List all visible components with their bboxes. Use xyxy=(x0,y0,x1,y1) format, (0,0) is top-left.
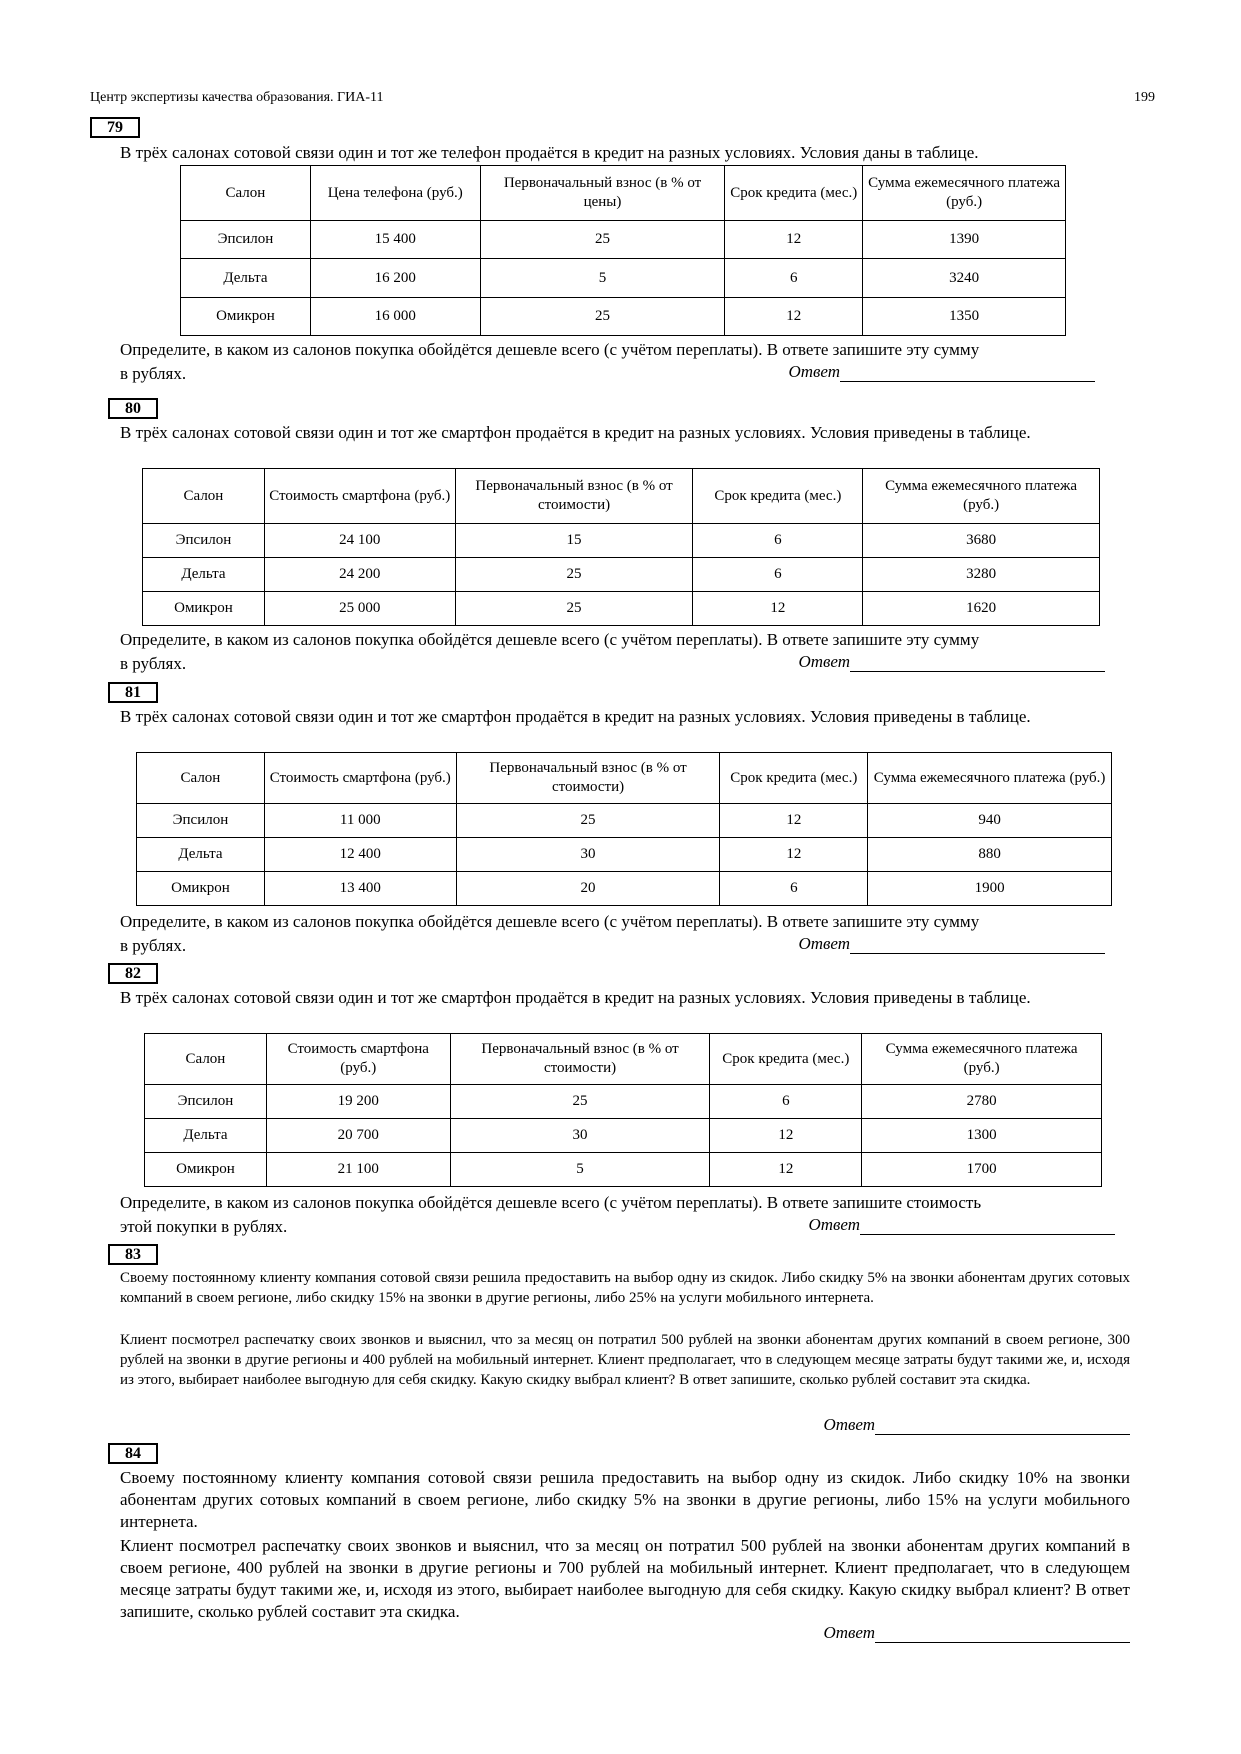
task-paragraph: Клиент посмотрел распечатку своих звонков и выяснил, что за месяц он потратил 500 рублей на звонки абонентам других компаний в своем регионе, 300 рублей на звонки в другие регионы и 400 рублей на мобильный интернет. Клиент предполагает, что в следующем месяце затраты будут такими же, и, исходя из этого, выбирает наиболее выгодную для себя скидку. Какую скидку выбрал клиент? В ответ запишите, сколько рублей составит эта скидка. xyxy=(120,1332,1130,1388)
answer-field[interactable] xyxy=(788,362,1095,382)
task-intro: В трёх салонах сотовой связи один и тот же телефон продаётся в кредит на разных условиях. Условия даны в таблице. xyxy=(120,143,979,162)
cell: 25 000 xyxy=(264,592,455,626)
cell: 1700 xyxy=(862,1153,1102,1187)
col-header: Первоначальный взнос (в % от стоимости) xyxy=(456,753,720,804)
col-header: Салон xyxy=(137,753,265,804)
cell: 12 xyxy=(725,298,863,336)
table-row xyxy=(143,592,1100,626)
cell: Омикрон xyxy=(145,1153,267,1187)
task-question-end: в рублях. xyxy=(120,936,187,955)
task-number: 84 xyxy=(108,1443,158,1464)
table-row xyxy=(181,221,1066,259)
cell: 1900 xyxy=(868,872,1112,906)
task-intro: В трёх салонах сотовой связи один и тот же смартфон продаётся в кредит на разных условиях. Условия приведены в таблице. xyxy=(120,423,1031,442)
col-header: Стоимость смартфона (руб.) xyxy=(264,469,455,524)
cell: 3680 xyxy=(863,524,1100,558)
table-row xyxy=(143,558,1100,592)
cell: 6 xyxy=(710,1085,862,1119)
answer-label: Ответ xyxy=(798,934,850,953)
task-number: 83 xyxy=(108,1244,158,1265)
col-header: Сумма ежемесячного платежа (руб.) xyxy=(862,1034,1102,1085)
table-row xyxy=(143,524,1100,558)
table-row xyxy=(181,298,1066,336)
cell: Эпсилон xyxy=(181,221,311,259)
cell: Эпсилон xyxy=(137,804,265,838)
cell: 25 xyxy=(455,592,693,626)
page-number: 199 xyxy=(1134,90,1155,105)
data-table xyxy=(180,165,1066,336)
cell: 25 xyxy=(480,221,725,259)
col-header: Салон xyxy=(181,166,311,221)
task-question: Определите, в каком из салонов покупка обойдётся дешевле всего (с учётом переплаты). В ответе запишите эту сумму xyxy=(120,912,980,931)
answer-field[interactable] xyxy=(798,934,1105,954)
col-header: Первоначальный взнос (в % от стоимости) xyxy=(455,469,693,524)
cell: 1390 xyxy=(863,221,1066,259)
task-number: 82 xyxy=(108,963,158,984)
header-title: Центр экспертизы качества образования. ГИА-11 xyxy=(90,90,384,105)
cell: Эпсилон xyxy=(145,1085,267,1119)
col-header: Цена телефона (руб.) xyxy=(310,166,480,221)
col-header: Первоначальный взнос (в % от цены) xyxy=(480,166,725,221)
cell: Дельта xyxy=(137,838,265,872)
col-header: Срок кредита (мес.) xyxy=(710,1034,862,1085)
col-header: Первоначальный взнос (в % от стоимости) xyxy=(450,1034,710,1085)
cell: 12 xyxy=(693,592,863,626)
col-header: Салон xyxy=(145,1034,267,1085)
table-row xyxy=(137,804,1112,838)
cell: 21 100 xyxy=(266,1153,450,1187)
col-header: Срок кредита (мес.) xyxy=(720,753,868,804)
task-paragraph: Клиент посмотрел распечатку своих звонков и выяснил, что за месяц он потратил 500 рублей на звонки абонентам других компаний в своем регионе, 400 рублей на звонки в другие регионы и 700 рублей на мобильный интернет. Клиент предполагает, что в следующем месяце затраты будут такими же, и, исходя из этого, выбирает наиболее выгодную для себя скидку. Какую скидку выбрал клиент? В ответ запишите, сколько рублей составит эта скидка. xyxy=(120,1536,1130,1621)
table-row xyxy=(145,1153,1102,1187)
col-header: Сумма ежемесячного платежа (руб.) xyxy=(863,469,1100,524)
cell: 16 000 xyxy=(310,298,480,336)
table-row xyxy=(145,1119,1102,1153)
cell: 12 xyxy=(720,804,868,838)
col-header: Стоимость смартфона (руб.) xyxy=(266,1034,450,1085)
answer-label: Ответ xyxy=(808,1215,860,1234)
cell: 12 xyxy=(725,221,863,259)
answer-label: Ответ xyxy=(823,1623,875,1642)
cell: 20 xyxy=(456,872,720,906)
answer-line[interactable] xyxy=(875,1625,1130,1643)
table-row xyxy=(181,259,1066,298)
cell: 20 700 xyxy=(266,1119,450,1153)
cell: 6 xyxy=(693,558,863,592)
cell: Дельта xyxy=(143,558,265,592)
answer-field[interactable] xyxy=(808,1215,1115,1235)
cell: 30 xyxy=(456,838,720,872)
cell: 940 xyxy=(868,804,1112,838)
cell: 30 xyxy=(450,1119,710,1153)
col-header: Стоимость смартфона (руб.) xyxy=(264,753,456,804)
cell: Омикрон xyxy=(137,872,265,906)
answer-line[interactable] xyxy=(850,936,1105,954)
answer-line[interactable] xyxy=(850,654,1105,672)
cell: 1300 xyxy=(862,1119,1102,1153)
col-header: Срок кредита (мес.) xyxy=(693,469,863,524)
cell: Омикрон xyxy=(143,592,265,626)
cell: 25 xyxy=(456,804,720,838)
cell: 6 xyxy=(720,872,868,906)
col-header: Салон xyxy=(143,469,265,524)
task-paragraph: Своему постоянному клиенту компания сотовой связи решила предоставить на выбор одну из скидок. Либо скидку 5% на звонки абонентам других сотовых компаний в своем регионе, либо скидку 15% на звонки в другие регионы, либо 25% на услуги мобильного интернета. xyxy=(120,1270,1130,1306)
cell: 12 400 xyxy=(264,838,456,872)
cell: 3280 xyxy=(863,558,1100,592)
task-number: 80 xyxy=(108,398,158,419)
cell: 15 400 xyxy=(310,221,480,259)
cell: Дельта xyxy=(181,259,311,298)
cell: 16 200 xyxy=(310,259,480,298)
task-number: 81 xyxy=(108,682,158,703)
col-header: Сумма ежемесячного платежа (руб.) xyxy=(863,166,1066,221)
answer-line[interactable] xyxy=(840,364,1095,382)
cell: 19 200 xyxy=(266,1085,450,1119)
data-table xyxy=(142,468,1100,626)
cell: 3240 xyxy=(863,259,1066,298)
task-paragraph: Своему постоянному клиенту компания сотовой связи решила предоставить на выбор одну из скидок. Либо скидку 10% на звонки абонентам других сотовых компаний в своем регионе, либо скидку 5% на звонки в другие регионы, либо 15% на услуги мобильного интернета. xyxy=(120,1468,1130,1531)
answer-line[interactable] xyxy=(875,1417,1130,1435)
task-intro: В трёх салонах сотовой связи один и тот же смартфон продаётся в кредит на разных условиях. Условия приведены в таблице. xyxy=(120,988,1031,1007)
answer-label: Ответ xyxy=(798,652,850,671)
task-intro: В трёх салонах сотовой связи один и тот же смартфон продаётся в кредит на разных условиях. Условия приведены в таблице. xyxy=(120,707,1031,726)
answer-line[interactable] xyxy=(860,1217,1115,1235)
cell: 25 xyxy=(480,298,725,336)
answer-label: Ответ xyxy=(823,1415,875,1434)
cell: 11 000 xyxy=(264,804,456,838)
cell: 5 xyxy=(480,259,725,298)
cell: 25 xyxy=(455,558,693,592)
cell: 1350 xyxy=(863,298,1066,336)
data-table xyxy=(144,1033,1102,1187)
col-header: Сумма ежемесячного платежа (руб.) xyxy=(868,753,1112,804)
task-question: Определите, в каком из салонов покупка обойдётся дешевле всего (с учётом переплаты). В ответе запишите эту сумму xyxy=(120,630,980,649)
cell: 6 xyxy=(693,524,863,558)
data-table xyxy=(136,752,1112,906)
col-header: Срок кредита (мес.) xyxy=(725,166,863,221)
cell: Дельта xyxy=(145,1119,267,1153)
answer-label: Ответ xyxy=(788,362,840,381)
cell: Эпсилон xyxy=(143,524,265,558)
cell: 6 xyxy=(725,259,863,298)
cell: 12 xyxy=(710,1119,862,1153)
cell: 12 xyxy=(720,838,868,872)
cell: 24 200 xyxy=(264,558,455,592)
cell: 15 xyxy=(455,524,693,558)
cell: Омикрон xyxy=(181,298,311,336)
task-question-end: в рублях. xyxy=(120,654,187,673)
cell: 880 xyxy=(868,838,1112,872)
table-row xyxy=(137,838,1112,872)
cell: 13 400 xyxy=(264,872,456,906)
task-question-end: в рублях. xyxy=(120,364,187,383)
table-row xyxy=(145,1085,1102,1119)
answer-field[interactable] xyxy=(823,1415,1130,1435)
task-question-end: этой покупки в рублях. xyxy=(120,1217,288,1236)
cell: 1620 xyxy=(863,592,1100,626)
task-number: 79 xyxy=(90,117,140,138)
task-question: Определите, в каком из салонов покупка обойдётся дешевле всего (с учётом переплаты). В ответе запишите стоимость xyxy=(120,1193,982,1212)
page-header xyxy=(90,90,1155,106)
cell: 25 xyxy=(450,1085,710,1119)
cell: 5 xyxy=(450,1153,710,1187)
task-question: Определите, в каком из салонов покупка обойдётся дешевле всего (с учётом переплаты). В ответе запишите эту сумму xyxy=(120,340,980,359)
answer-field[interactable] xyxy=(798,652,1105,672)
cell: 12 xyxy=(710,1153,862,1187)
answer-field[interactable] xyxy=(823,1623,1130,1643)
table-row xyxy=(137,872,1112,906)
cell: 24 100 xyxy=(264,524,455,558)
cell: 2780 xyxy=(862,1085,1102,1119)
